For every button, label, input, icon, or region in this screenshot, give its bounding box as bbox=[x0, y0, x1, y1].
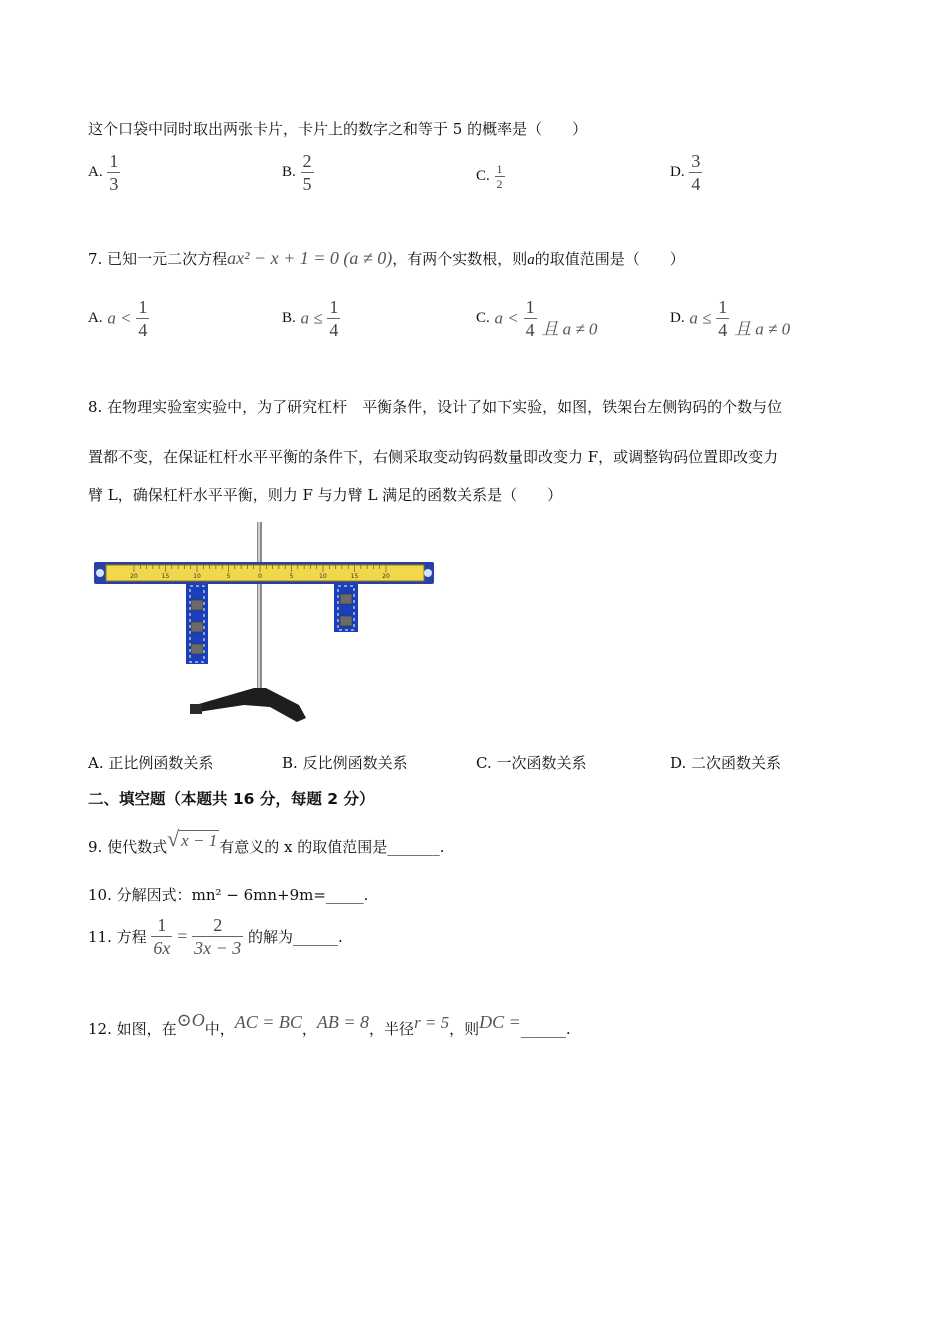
ruler-tick-label: 15 bbox=[350, 573, 359, 580]
option-text: 反比例函数关系 bbox=[302, 754, 408, 772]
option-letter: B. bbox=[282, 754, 298, 772]
left-weights bbox=[191, 600, 203, 654]
numerator: 3 bbox=[691, 151, 701, 171]
ruler-tick-label: 0 bbox=[258, 573, 262, 580]
q8-option-c bbox=[476, 752, 587, 773]
ruler-tick-label: 20 bbox=[130, 573, 138, 580]
dc-length: DC = bbox=[479, 1012, 521, 1032]
fraction bbox=[716, 296, 729, 341]
q6-option-a bbox=[88, 150, 120, 195]
denominator: 4 bbox=[525, 320, 535, 340]
ab-length: AB = 8 bbox=[316, 1012, 370, 1032]
denominator: 2 bbox=[496, 177, 503, 191]
circle-o: ⊙O bbox=[176, 1010, 205, 1030]
numerator: 1 bbox=[718, 297, 728, 317]
q8-option-b bbox=[282, 752, 408, 773]
equals: = bbox=[177, 926, 188, 946]
q12-mid3: ，则 bbox=[449, 1020, 480, 1038]
option-letter: A. bbox=[88, 310, 103, 326]
fraction bbox=[107, 150, 120, 195]
q7-option-d bbox=[670, 296, 790, 341]
q9-suffix: 有意义的 x 的取值范围是_______. bbox=[219, 838, 445, 856]
q8-line-3: 臂 L，确保杠杆水平平衡，则力 F 与力臂 L 满足的函数关系是（ ） bbox=[88, 486, 563, 504]
ruler-tick-label: 15 bbox=[161, 573, 170, 580]
q7-suffix: ，有两个实数根，则 bbox=[392, 250, 528, 268]
q8-option-d bbox=[670, 752, 781, 773]
q7-var: a bbox=[527, 252, 535, 268]
fraction bbox=[689, 150, 702, 195]
q7-option-c bbox=[476, 296, 597, 341]
option-text: 二次函数关系 bbox=[691, 754, 782, 772]
numerator: 2 bbox=[302, 151, 312, 171]
q9 bbox=[88, 826, 444, 857]
denominator: 6x bbox=[153, 938, 171, 958]
right-fraction bbox=[192, 914, 243, 959]
option-letter: A. bbox=[88, 164, 103, 180]
arc-equality: AC = BC bbox=[234, 1012, 302, 1032]
q6-option-c bbox=[476, 162, 505, 191]
q7-stem bbox=[88, 248, 685, 269]
option-tail: 且 a ≠ 0 bbox=[734, 319, 791, 339]
numerator: 2 bbox=[192, 914, 243, 937]
q12-tail: ______. bbox=[520, 1020, 571, 1038]
q6-option-b bbox=[282, 150, 314, 195]
q12-prefix: 12. 如图，在 bbox=[88, 1020, 177, 1038]
ruler-tick-label: 10 bbox=[193, 573, 201, 580]
fraction bbox=[301, 150, 314, 195]
option-letter: B. bbox=[282, 164, 296, 180]
q6-stem: 这个口袋中同时取出两张卡片，卡片上的数字之和等于 5 的概率是（ ） bbox=[88, 120, 588, 138]
denominator: 4 bbox=[718, 320, 728, 340]
option-text: 一次函数关系 bbox=[496, 754, 587, 772]
numerator: 1 bbox=[151, 914, 172, 937]
q11 bbox=[88, 914, 343, 959]
option-lhs: a < bbox=[494, 308, 519, 328]
q7-option-b bbox=[282, 296, 340, 341]
sqrt-sign: √ bbox=[167, 826, 180, 851]
numerator: 1 bbox=[138, 297, 148, 317]
section-2-title: 二、填空题（本题共 16 分，每题 2 分） bbox=[88, 790, 375, 808]
q8-line-2: 置都不变，在保证杠杆水平平衡的条件下，右侧采取变动钩码数量即改变力 F，或调整钩码位置即改变力 bbox=[88, 448, 779, 466]
denominator: 3 bbox=[109, 174, 119, 194]
q7-prefix: 7. 已知一元二次方程 bbox=[88, 250, 228, 268]
denominator: 4 bbox=[138, 320, 148, 340]
option-lhs: a ≤ bbox=[300, 308, 323, 328]
denominator: 4 bbox=[691, 174, 701, 194]
ruler-tick-label: 10 bbox=[319, 573, 327, 580]
q7-option-a bbox=[88, 296, 149, 341]
stand-base bbox=[190, 688, 306, 722]
q6-option-d bbox=[670, 150, 702, 195]
q8-line-1: 8. 在物理实验室实验中，为了研究杠杆 平衡条件，设计了如下实验，如图，铁架台左侧钩码的个数与位 bbox=[88, 398, 783, 416]
radicand: x − 1 bbox=[181, 831, 218, 850]
option-letter: C. bbox=[476, 168, 490, 184]
option-lhs: a < bbox=[107, 308, 132, 328]
ruler-tick-label: 20 bbox=[382, 573, 390, 580]
option-letter: D. bbox=[670, 754, 687, 772]
q8-option-a bbox=[88, 752, 213, 773]
fraction bbox=[524, 296, 537, 341]
denominator: 5 bbox=[302, 174, 312, 194]
option-tail: 且 a ≠ 0 bbox=[541, 319, 598, 339]
numerator: 1 bbox=[329, 297, 339, 317]
numerator: 1 bbox=[496, 162, 503, 176]
lever-apparatus-figure bbox=[94, 522, 438, 732]
option-letter: D. bbox=[670, 164, 685, 180]
option-letter: C. bbox=[476, 310, 490, 326]
option-letter: D. bbox=[670, 310, 685, 326]
q10: 10. 分解因式：mn² − 6mn+9m=_____. bbox=[88, 886, 369, 904]
q11-prefix: 11. 方程 bbox=[88, 928, 147, 946]
option-text: 正比例函数关系 bbox=[108, 754, 214, 772]
option-letter: A. bbox=[88, 754, 104, 772]
q11-suffix: 的解为______. bbox=[248, 928, 343, 946]
q12-mid1: 中， bbox=[204, 1020, 235, 1038]
ruler-tick-label: 5 bbox=[289, 573, 294, 580]
option-lhs: a ≤ bbox=[689, 308, 712, 328]
q12-comma: ， bbox=[301, 1020, 317, 1038]
q9-prefix: 9. 使代数式 bbox=[88, 838, 168, 856]
option-letter: C. bbox=[476, 754, 492, 772]
denominator: 3x − 3 bbox=[194, 938, 242, 958]
fraction bbox=[495, 162, 505, 191]
fraction bbox=[327, 296, 340, 341]
q12 bbox=[88, 1010, 571, 1039]
numerator: 1 bbox=[109, 151, 119, 171]
ruler-tick-label: 5 bbox=[226, 573, 231, 580]
left-fraction bbox=[151, 914, 172, 959]
q7-suffix2: 的取值范围是（ ） bbox=[534, 250, 685, 268]
fraction bbox=[136, 296, 149, 341]
option-letter: B. bbox=[282, 310, 296, 326]
q7-equation: ax² − x + 1 = 0 (a ≠ 0) bbox=[227, 248, 393, 268]
radius: r = 5 bbox=[414, 1013, 450, 1032]
q12-mid2: ，半径 bbox=[369, 1020, 415, 1038]
numerator: 1 bbox=[525, 297, 535, 317]
denominator: 4 bbox=[329, 320, 339, 340]
